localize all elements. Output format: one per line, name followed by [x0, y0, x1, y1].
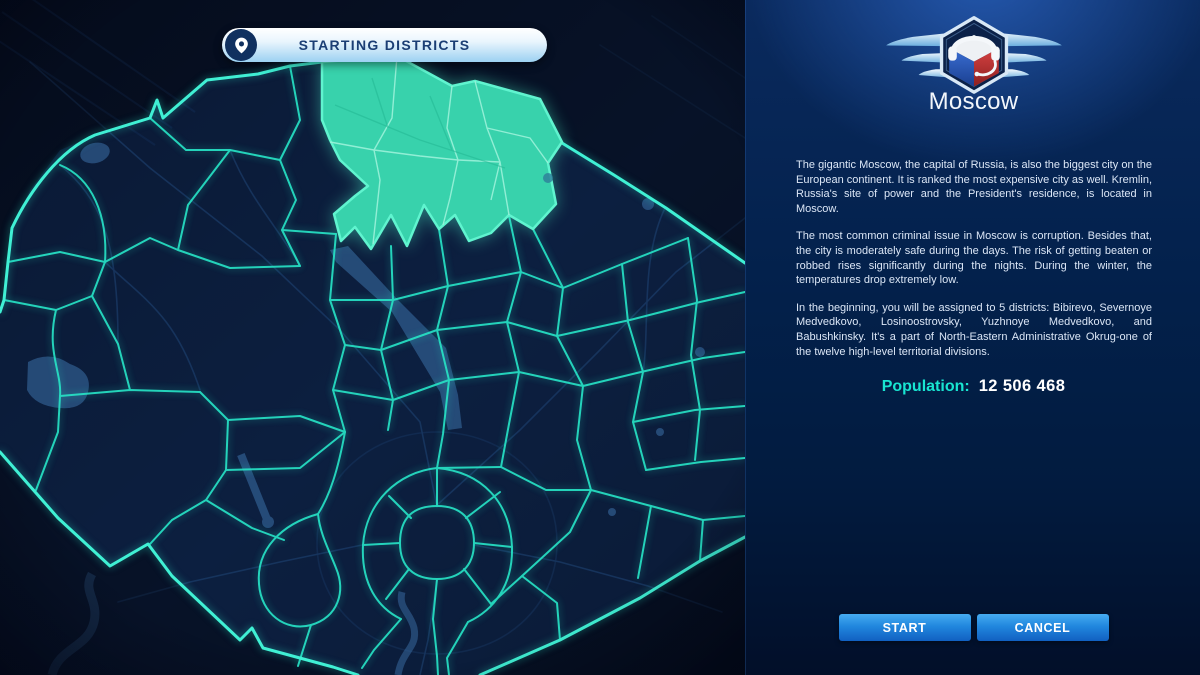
city-description: [796, 158, 1152, 372]
action-buttons: [746, 614, 1200, 641]
population-row: [746, 377, 1200, 396]
population-value: 12 506 468: [978, 377, 1066, 395]
population-label: Population:: [881, 378, 970, 395]
winged-hexagon-emblem: [746, 12, 1200, 96]
description-paragraph: In the beginning, you will be assigned to 5 districts: Bibirevo, Severnoye Medvedkovo, Losinoostrovsky, Yuzhnoye Medvedkovo, and Babushkinsky. It's a part of North-Eastern Administrative Okrug-one of the twelve high-level territorial divisions.: [796, 301, 1152, 358]
location-pin-icon: [225, 29, 257, 61]
start-button[interactable]: START: [839, 614, 971, 641]
city-info-panel: [745, 0, 1200, 675]
city-title: Moscow: [928, 88, 1019, 115]
cancel-button[interactable]: CANCEL: [977, 614, 1109, 641]
description-paragraph: The most common criminal issue in Moscow is corruption. Besides that, the city is moderately safe during the days. The risk of getting beaten or robbed rises significantly during the nights. During the winter, the temperatures drop extremely low.: [796, 230, 1152, 287]
hexagon-headset-icon: [941, 18, 1006, 92]
description-paragraph: The gigantic Moscow, the capital of Russia, is also the biggest city on the European continent. It is ranked the most expensive city as well. Kremlin, Russia's site of power and the President's residence, is located in Moscow.: [796, 159, 1152, 215]
starting-districts-badge: [222, 28, 547, 62]
badge-label: STARTING DISTRICTS: [298, 37, 471, 53]
